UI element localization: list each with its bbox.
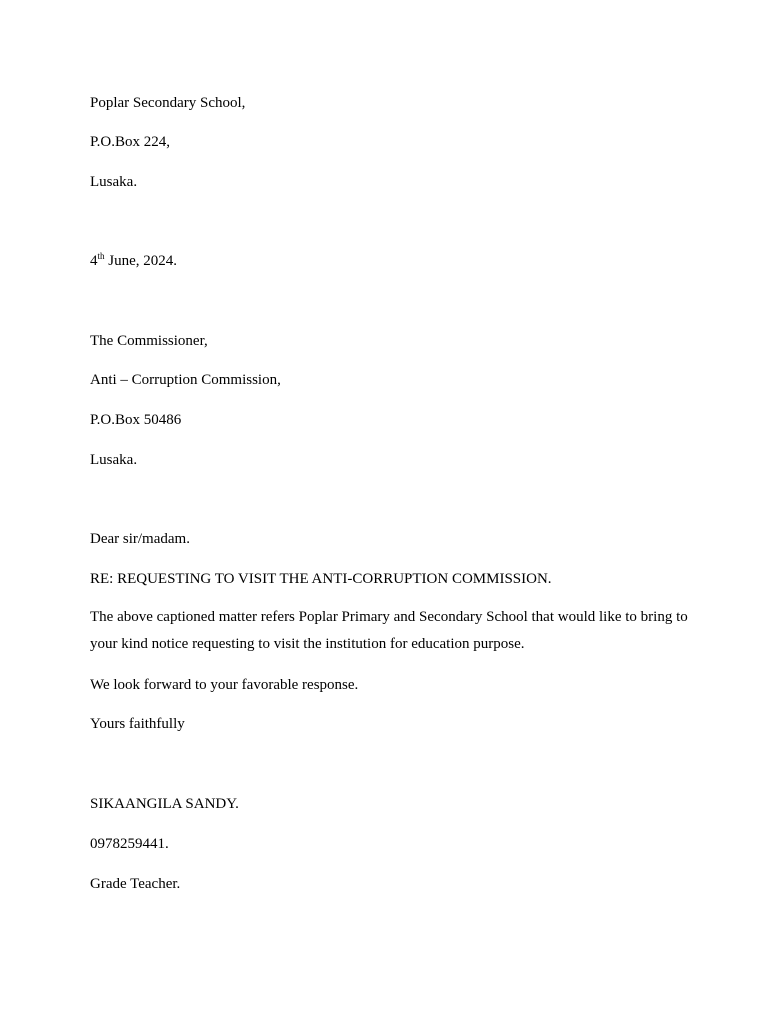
letter-date	[90, 252, 177, 270]
signature-role: Grade Teacher.	[90, 876, 181, 892]
closing: Yours faithfully	[90, 716, 185, 732]
date-suffix: th	[97, 251, 105, 261]
subject-line: RE: REQUESTING TO VISIT THE ANTI-CORRUPTION COMMISSION.	[90, 571, 552, 587]
signature-name: SIKAANGILA SANDY.	[90, 796, 239, 812]
sender-box: P.O.Box 224,	[90, 134, 171, 150]
recipient-city: Lusaka.	[90, 452, 138, 468]
recipient-organization: Anti – Corruption Commission,	[90, 372, 281, 388]
body-paragraph-1: The above captioned matter refers Poplar Primary and Secondary School that would like to bring to your kind notice requesting to visit the institution for education purpose.	[90, 609, 688, 652]
sender-city: Lusaka.	[90, 174, 138, 190]
recipient-box: P.O.Box 50486	[90, 412, 182, 428]
body-paragraph-2: We look forward to your favorable response.	[90, 677, 359, 693]
salutation: Dear sir/madam.	[90, 531, 190, 547]
sender-school: Poplar Secondary School,	[90, 95, 246, 111]
recipient-title: The Commissioner,	[90, 333, 208, 349]
signature-phone: 0978259441.	[90, 836, 169, 852]
date-rest: June, 2024.	[104, 253, 178, 269]
date-day: 4	[90, 253, 98, 269]
